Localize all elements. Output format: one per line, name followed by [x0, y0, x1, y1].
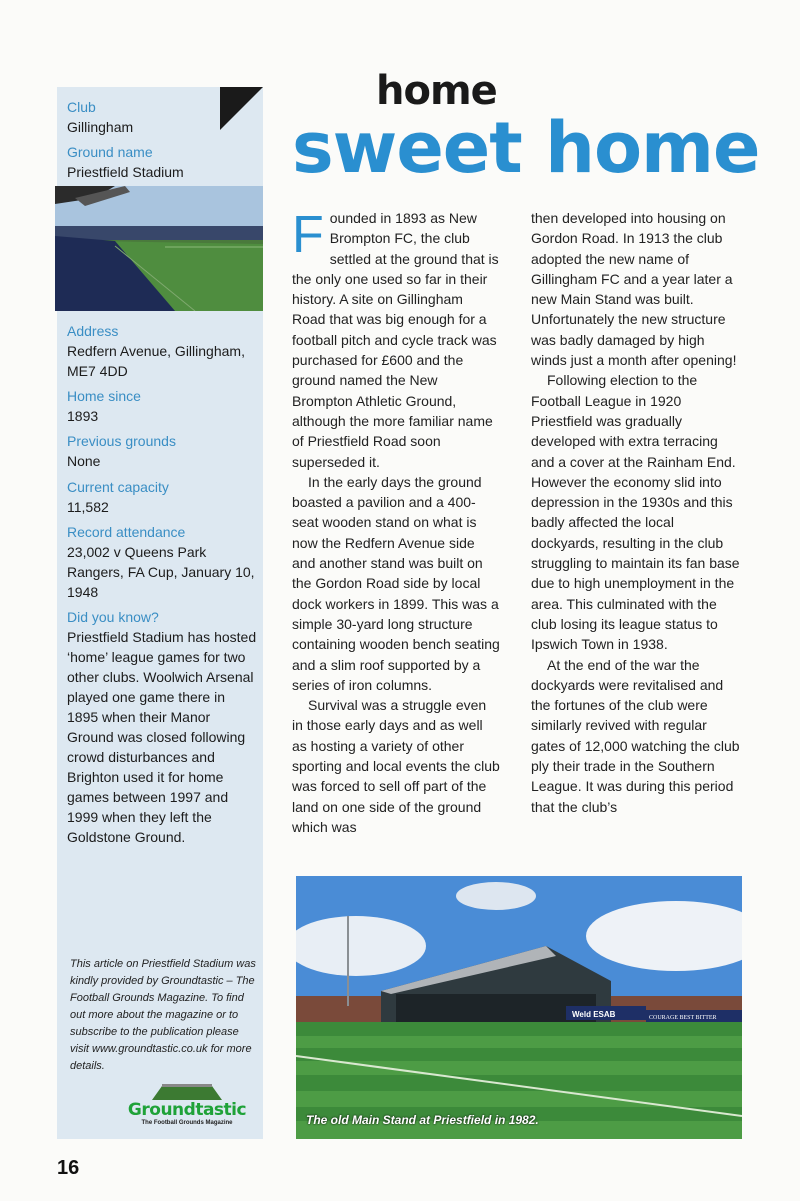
club-value: Gillingham: [67, 119, 134, 135]
record-attendance-label: Record attendance: [67, 524, 186, 540]
did-you-know-field: [67, 607, 257, 847]
address-field: [67, 321, 259, 381]
paragraph-text: ounded in 1893 as New Brompton FC, the club settled at the ground that is the only one used so far in their history. A site on Gillingham Road that was big enough for a football pitch and cycle track was purchased for £600 and the ground named the New Brompton Athletic Ground, although the more familiar name of Priestfield Road soon superseded it.: [292, 210, 499, 470]
paragraph: At the end of the war the dockyards were revitalised and the fortunes of the club were similarly revived with regular gates of 12,000 watching the club ply their trade in the Southern League. It was during this period that the club’s: [531, 656, 740, 815]
record-attendance-value: 23,002 v Queens Park Rangers, FA Cup, January 10, 1948: [67, 544, 255, 600]
logo-subtitle: The Football Grounds Magazine: [141, 1120, 233, 1126]
article-column-2: [531, 208, 741, 817]
home-since-field: [67, 386, 259, 426]
did-you-know-label: Did you know?: [67, 609, 159, 625]
paragraph: Following election to the Football League in 1920 Priestfield was gradually developed with extra terracing and a cover at the Rainham End. However the economy slid into depression in the 1930s and this badly affected the local dockyards, resulting in the club struggling to maintain its fan base due to high unemployment in the area. This culminated with the club losing its league status to Ipswich Town in 1938.: [531, 372, 740, 653]
logo-name: Groundtastic: [127, 1100, 247, 1120]
paragraph: In the early days the ground boasted a pavilion and a 400-seat wooden stand on what is now the Redfern Avenue side and another stand was built on the Gordon Road side by local dock workers in 1899. This was a simple 30-yard long structure containing wooden bench seating and a slim roof supported by a series of iron columns.: [292, 473, 500, 693]
main-stand-photo: [296, 876, 742, 1139]
photo-caption: The old Main Stand at Priestfield in 1982.: [306, 1113, 539, 1127]
paragraph: Survival was a struggle even in those early days and as well as hosting a variety of other sporting and local events the club was forced to sell off part of the land on one side of the ground which was: [292, 697, 500, 835]
previous-grounds-label: Previous grounds: [67, 433, 176, 449]
title-line-1: home: [376, 68, 497, 114]
stadium-aerial-photo: [55, 186, 263, 311]
article-credit: This article on Priestfield Stadium was kindly provided by Groundtastic – The Football Grounds Magazine. To find out more about the magazine or to subscribe to the publication please visit www.groundtastic.co.uk for more details.: [70, 958, 256, 1072]
capacity-value: 11,582: [67, 499, 109, 515]
article-column-1: [292, 208, 500, 837]
ground-value: Priestfield Stadium: [67, 164, 184, 180]
address-label: Address: [67, 323, 119, 339]
did-you-know-value: Priestfield Stadium has hosted ‘home’ league games for two other clubs. Woolwich Arsenal played one game there in 1895 when their Manor Ground was closed following crowd disturbances and Brighton used it for home games between 1997 and 1999 when they left the Goldstone Ground.: [67, 629, 257, 845]
ground-field: [67, 142, 259, 182]
title-line-2: sweet home: [292, 107, 760, 189]
paragraph: then developed into housing on Gordon Road. In 1913 the club adopted the new name of Gillingham FC and a year later a new Main Stand was built. Unfortunately the new structure was badly damaged by high winds just a month after opening!: [531, 210, 737, 369]
club-label: Club: [67, 99, 96, 115]
home-since-label: Home since: [67, 388, 141, 404]
groundtastic-logo: [122, 1082, 252, 1130]
address-value: Redfern Avenue, Gillingham, ME7 4DD: [67, 343, 245, 379]
record-attendance-field: [67, 522, 259, 602]
page-number: 16: [57, 1157, 80, 1179]
home-since-value: 1893: [67, 408, 99, 424]
ad-board-text-1: Weld ESAB: [572, 1010, 616, 1019]
ground-label: Ground name: [67, 144, 153, 160]
previous-grounds-field: [67, 431, 259, 471]
ad-board-text-2: COURAGE BEST BITTER: [649, 1015, 717, 1021]
drop-cap: F: [292, 206, 324, 264]
previous-grounds-value: None: [67, 453, 101, 469]
club-field: [67, 97, 259, 137]
capacity-label: Current capacity: [67, 479, 169, 495]
capacity-field: [67, 477, 259, 517]
paragraph: [292, 208, 500, 472]
